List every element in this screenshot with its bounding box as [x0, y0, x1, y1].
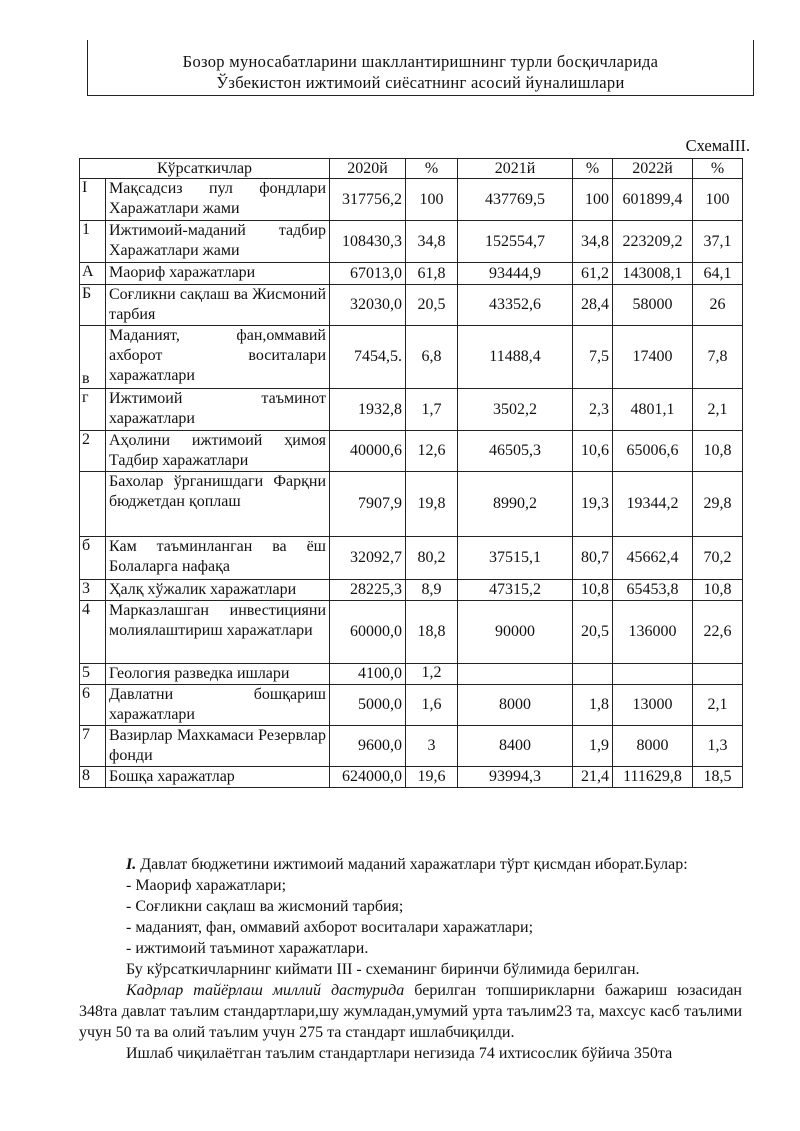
value-2021: 47315,2	[458, 580, 573, 601]
row-indicator: Аҳолини ижтимоий ҳимоя Тадбир харажатлари	[106, 431, 330, 472]
pct-2022: 26	[693, 285, 743, 326]
value-2021: 93444,9	[458, 263, 573, 285]
data-table	[79, 158, 743, 788]
row-number: I	[80, 179, 106, 221]
table-row	[80, 767, 743, 788]
intro-marker: I.	[126, 856, 137, 873]
intro-text: Давлат бюджетини ижтимоий маданий харажатлари тўрт қисмдан иборат.Булар:	[140, 856, 688, 873]
row-number: в	[80, 326, 106, 389]
value-2020: 624000,0	[330, 767, 406, 788]
value-2020: 7454,5.	[330, 326, 406, 389]
table-row	[80, 389, 743, 431]
header-2020: 2020й	[330, 159, 406, 179]
value-2022: 65006,6	[613, 431, 693, 472]
bullet-item: - Маориф харажатлари;	[126, 877, 287, 894]
value-2021: 37515,1	[458, 537, 573, 580]
pct-2020: 8,9	[406, 580, 458, 601]
pct-2022: 100	[693, 179, 743, 221]
title-box	[87, 40, 754, 96]
pct-2020: 3	[406, 726, 458, 767]
pct-2020: 1,2	[406, 664, 458, 685]
body-text	[79, 854, 742, 1064]
table-row	[80, 472, 743, 537]
pct-2022: 22,6	[693, 601, 743, 664]
header-pct-2022: %	[693, 159, 743, 179]
value-2021: 90000	[458, 601, 573, 664]
value-2020: 1932,8	[330, 389, 406, 431]
value-2021: 46505,3	[458, 431, 573, 472]
row-indicator: Вазирлар Махкамаси Резервлар фонди	[106, 726, 330, 767]
value-2022: 58000	[613, 285, 693, 326]
row-number: 6	[80, 685, 106, 726]
row-indicator: Марказлашган инвестицияни молиялаштириш харажатлари	[106, 601, 330, 664]
value-2022: 111629,8	[613, 767, 693, 788]
pct-2020: 20,5	[406, 285, 458, 326]
value-2021: 8000	[458, 685, 573, 726]
pct-2021: 1,8	[573, 685, 613, 726]
pct-2020: 19,8	[406, 472, 458, 537]
pct-2022: 70,2	[693, 537, 743, 580]
bullet-item: - Соғликни сақлаш ва жисмоний тарбия;	[126, 898, 404, 915]
pct-2021: 28,4	[573, 285, 613, 326]
title-line-2: Ўзбекистон ижтимоий сиёсатнинг асосий йуналишлари	[216, 73, 625, 92]
pct-2021	[573, 664, 613, 685]
pct-2020: 34,8	[406, 221, 458, 263]
value-2020: 28225,3	[330, 580, 406, 601]
pct-2022: 29,8	[693, 472, 743, 537]
table-row	[80, 726, 743, 767]
pct-2021: 10,6	[573, 431, 613, 472]
value-2020: 67013,0	[330, 263, 406, 285]
row-number: А	[80, 263, 106, 285]
program-name: Кадрлар тайёрлаш миллий дастурида	[126, 982, 405, 999]
row-number	[80, 472, 106, 537]
value-2021: 3502,2	[458, 389, 573, 431]
value-2021: 8400	[458, 726, 573, 767]
value-2021	[458, 664, 573, 685]
value-2022: 65453,8	[613, 580, 693, 601]
value-2022: 143008,1	[613, 263, 693, 285]
value-2020: 9600,0	[330, 726, 406, 767]
header-pct-2020: %	[406, 159, 458, 179]
row-number: 1	[80, 221, 106, 263]
value-2020: 32092,7	[330, 537, 406, 580]
row-number: 4	[80, 601, 106, 664]
table-row	[80, 179, 743, 221]
value-2020: 317756,2	[330, 179, 406, 221]
pct-2020: 12,6	[406, 431, 458, 472]
pct-2020: 18,8	[406, 601, 458, 664]
row-number: 7	[80, 726, 106, 767]
pct-2021: 2,3	[573, 389, 613, 431]
pct-2020: 100	[406, 179, 458, 221]
pct-2022: 2,1	[693, 685, 743, 726]
table-row	[80, 431, 743, 472]
value-2021: 152554,7	[458, 221, 573, 263]
row-indicator: Давлатни бошқариш харажатлари	[106, 685, 330, 726]
paragraph-3-text: берилган топширикларни бажариш юзасидан 348та давлат таълим стандартлари,шу жумладан,умумий урта таълим23 та, махсус касб таълими учун 50 та ва олий таълим учун 275 та стандарт ишлабчиқилди.	[79, 982, 742, 1041]
table-header-row	[80, 159, 743, 179]
pct-2022: 10,8	[693, 431, 743, 472]
row-number: Б	[80, 285, 106, 326]
pct-2021: 10,8	[573, 580, 613, 601]
pct-2020: 80,2	[406, 537, 458, 580]
value-2021: 437769,5	[458, 179, 573, 221]
value-2022: 13000	[613, 685, 693, 726]
value-2020: 4100,0	[330, 664, 406, 685]
table-row	[80, 221, 743, 263]
value-2021: 8990,2	[458, 472, 573, 537]
value-2022: 19344,2	[613, 472, 693, 537]
row-number: б	[80, 537, 106, 580]
header-2022: 2022й	[613, 159, 693, 179]
header-indicators: Кўрсаткичлар	[80, 159, 330, 179]
table-row	[80, 580, 743, 601]
pct-2022: 1,3	[693, 726, 743, 767]
pct-2021: 20,5	[573, 601, 613, 664]
table-row	[80, 537, 743, 580]
value-2021: 93994,3	[458, 767, 573, 788]
value-2022: 4801,1	[613, 389, 693, 431]
header-pct-2021: %	[573, 159, 613, 179]
pct-2022	[693, 664, 743, 685]
value-2020: 108430,3	[330, 221, 406, 263]
row-indicator: Соғликни сақлаш ва Жисмоний тарбия	[106, 285, 330, 326]
value-2020: 60000,0	[330, 601, 406, 664]
value-2022	[613, 664, 693, 685]
row-indicator: Маориф харажатлари	[106, 263, 330, 285]
table-row	[80, 601, 743, 664]
table-row	[80, 263, 743, 285]
row-indicator: Ҳалқ хўжалик харажатлари	[106, 580, 330, 601]
pct-2021: 34,8	[573, 221, 613, 263]
pct-2022: 10,8	[693, 580, 743, 601]
value-2022: 45662,4	[613, 537, 693, 580]
table-row	[80, 685, 743, 726]
value-2020: 5000,0	[330, 685, 406, 726]
value-2022: 17400	[613, 326, 693, 389]
table-row	[80, 664, 743, 685]
pct-2022: 7,8	[693, 326, 743, 389]
value-2020: 32030,0	[330, 285, 406, 326]
bullet-item: - маданият, фан, оммавий ахборот воситалари харажатлари;	[126, 919, 534, 936]
row-indicator: Геология разведка ишлари	[106, 664, 330, 685]
bullet-item: - ижтимоий таъминот харажатлари.	[126, 940, 369, 957]
pct-2021: 19,3	[573, 472, 613, 537]
row-indicator: Кам таъминланган ва ёш Болаларга нафақа	[106, 537, 330, 580]
row-indicator: Ижтимоий таъминот харажатлари	[106, 389, 330, 431]
table-body	[80, 179, 743, 788]
table-row	[80, 285, 743, 326]
pct-2022: 18,5	[693, 767, 743, 788]
pct-2022: 64,1	[693, 263, 743, 285]
pct-2020: 19,6	[406, 767, 458, 788]
row-indicator: Мақсадсиз пул фондлари Харажатлари жами	[106, 179, 330, 221]
value-2020: 7907,9	[330, 472, 406, 537]
intro-paragraph	[79, 854, 742, 875]
row-indicator: Маданият, фан,оммавий ахборот воситалари харажатлари	[106, 326, 330, 389]
pct-2020: 1,7	[406, 389, 458, 431]
row-number: 5	[80, 664, 106, 685]
pct-2020: 6,8	[406, 326, 458, 389]
row-indicator: Бахолар ўрганишдаги Фарқни бюджетдан қоплаш	[106, 472, 330, 537]
pct-2020: 1,6	[406, 685, 458, 726]
title-line-1: Бозор муносабатларини шакллантиришнинг турли босқичларида	[182, 52, 659, 71]
row-indicator: Бошқа харажатлар	[106, 767, 330, 788]
value-2022: 8000	[613, 726, 693, 767]
row-indicator: Ижтимоий-маданий тадбир Харажатлари жами	[106, 221, 330, 263]
value-2022: 601899,4	[613, 179, 693, 221]
pct-2022: 37,1	[693, 221, 743, 263]
value-2022: 136000	[613, 601, 693, 664]
pct-2021: 100	[573, 179, 613, 221]
value-2020: 40000,6	[330, 431, 406, 472]
pct-2021: 61,2	[573, 263, 613, 285]
pct-2021: 1,9	[573, 726, 613, 767]
table-row	[80, 326, 743, 389]
paragraph-3	[79, 980, 742, 1043]
pct-2021: 7,5	[573, 326, 613, 389]
paragraph-4: Ишлаб чиқилаётган таълим стандартлари негизида 74 ихтисослик бўйича 350та	[126, 1045, 673, 1062]
row-number: 2	[80, 431, 106, 472]
pct-2021: 21,4	[573, 767, 613, 788]
pct-2021: 80,7	[573, 537, 613, 580]
value-2022: 223209,2	[613, 221, 693, 263]
value-2021: 11488,4	[458, 326, 573, 389]
row-number: 8	[80, 767, 106, 788]
value-2021: 43352,6	[458, 285, 573, 326]
paragraph-2: Бу кўрсаткичларнинг киймати III - схеманинг биринчи бўлимида берилган.	[126, 961, 640, 978]
pct-2020: 61,8	[406, 263, 458, 285]
scheme-label: СхемаIII.	[685, 136, 750, 155]
row-number: 3	[80, 580, 106, 601]
row-number: г	[80, 389, 106, 431]
header-2021: 2021й	[458, 159, 573, 179]
pct-2022: 2,1	[693, 389, 743, 431]
